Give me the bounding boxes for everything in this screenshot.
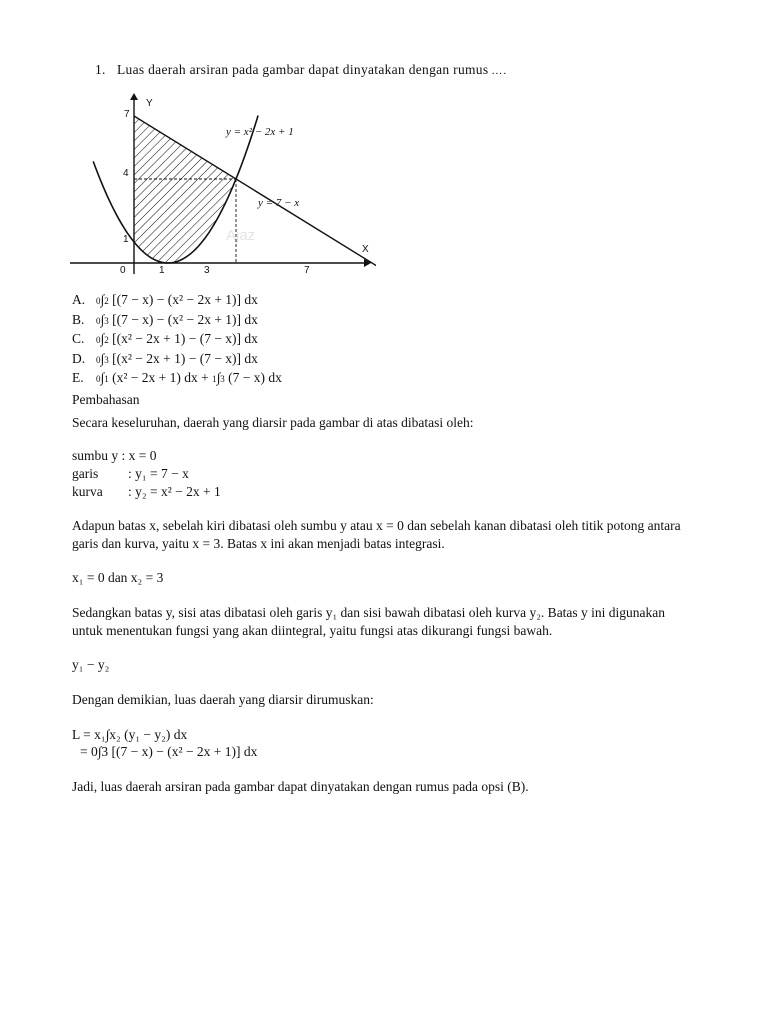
paragraph-y-bounds: Sedangkan batas y, sisi atas dibatasi oleh garis y₁ dan sisi bawah dibatasi oleh kurva y₂. Batas y ini digunakan untuk menentukan fungsi yang akan diintegral, yaitu fungsi atas dikurangi fungsi bawah. <box>72 605 666 638</box>
graph-figure <box>66 90 376 280</box>
formula-intro: Dengan demikian, luas daerah yang diarsir dirumuskan: <box>72 692 374 707</box>
option-a[interactable]: A. 0∫2 [(7 − x) − (x² − 2x + 1)] dx <box>72 292 258 307</box>
bound-line: garis : y₁ = 7 − x <box>72 466 189 481</box>
formula-line-2: = 0∫3 [(7 − x) − (x² − 2x + 1)] dx <box>80 744 258 759</box>
shaded-region <box>134 116 236 263</box>
x-tick-0: 0 <box>120 265 126 276</box>
conclusion: Jadi, luas daerah arsiran pada gambar dapat dinyatakan dengan rumus pada opsi (B). <box>72 779 529 794</box>
paragraph-x-bounds: Adapun batas x, sebelah kiri dibatasi oleh sumbu y atau x = 0 dan sebelah kanan dibatasi oleh titik potong antara garis dan kurva, yaitu x = 3. Batas x ini akan menjadi batas integrasi. <box>72 518 681 551</box>
option-d[interactable]: D. 0∫3 [(x² − 2x + 1) − (7 − x)] dx <box>72 350 258 366</box>
options-list <box>72 291 282 389</box>
question-text: Luas daerah arsiran pada gambar dapat dinyatakan dengan rumus <box>117 62 489 77</box>
question <box>95 62 507 78</box>
x-limits: x₁ = 0 dan x₂ = 3 <box>72 570 164 585</box>
x-axis-label: X <box>362 244 369 255</box>
x-tick-1: 1 <box>159 265 165 276</box>
y-tick-7: 7 <box>124 109 130 120</box>
watermark: Ajaz <box>226 227 256 244</box>
parabola-label: y = x² − 2x + 1 <box>226 126 294 138</box>
option-e[interactable]: E. 0∫1 (x² − 2x + 1) dx + 1∫3 (7 − x) dx <box>72 370 282 385</box>
bound-axis: sumbu y : x = 0 <box>72 448 157 463</box>
option-c[interactable]: C. 0∫2 [(x² − 2x + 1) − (7 − x)] dx <box>72 331 258 346</box>
bound-curve: kurva : y₂ = x² − 2x + 1 <box>72 484 221 499</box>
pembahasan-heading: Pembahasan <box>72 392 140 407</box>
question-number: 1. <box>95 62 106 77</box>
y-tick-4: 4 <box>123 168 129 179</box>
question-ellipsis: …. <box>491 65 508 77</box>
y-tick-1: 1 <box>123 234 129 245</box>
difference-expr: y₁ − y₂ <box>72 657 110 672</box>
option-b[interactable]: B. 0∫3 [(7 − x) − (x² − 2x + 1)] dx <box>72 311 258 327</box>
x-tick-3: 3 <box>204 265 210 276</box>
y-axis-label: Y <box>146 98 153 109</box>
line-label: y = 7 − x <box>258 197 300 209</box>
formula-line-1: L = x₁∫x₂ (y₁ − y₂) dx <box>72 727 188 742</box>
pembahasan-intro: Secara keseluruhan, daerah yang diarsir pada gambar di atas dibatasi oleh: <box>72 415 474 430</box>
x-tick-7: 7 <box>304 265 310 276</box>
y-axis-arrow <box>130 93 138 100</box>
